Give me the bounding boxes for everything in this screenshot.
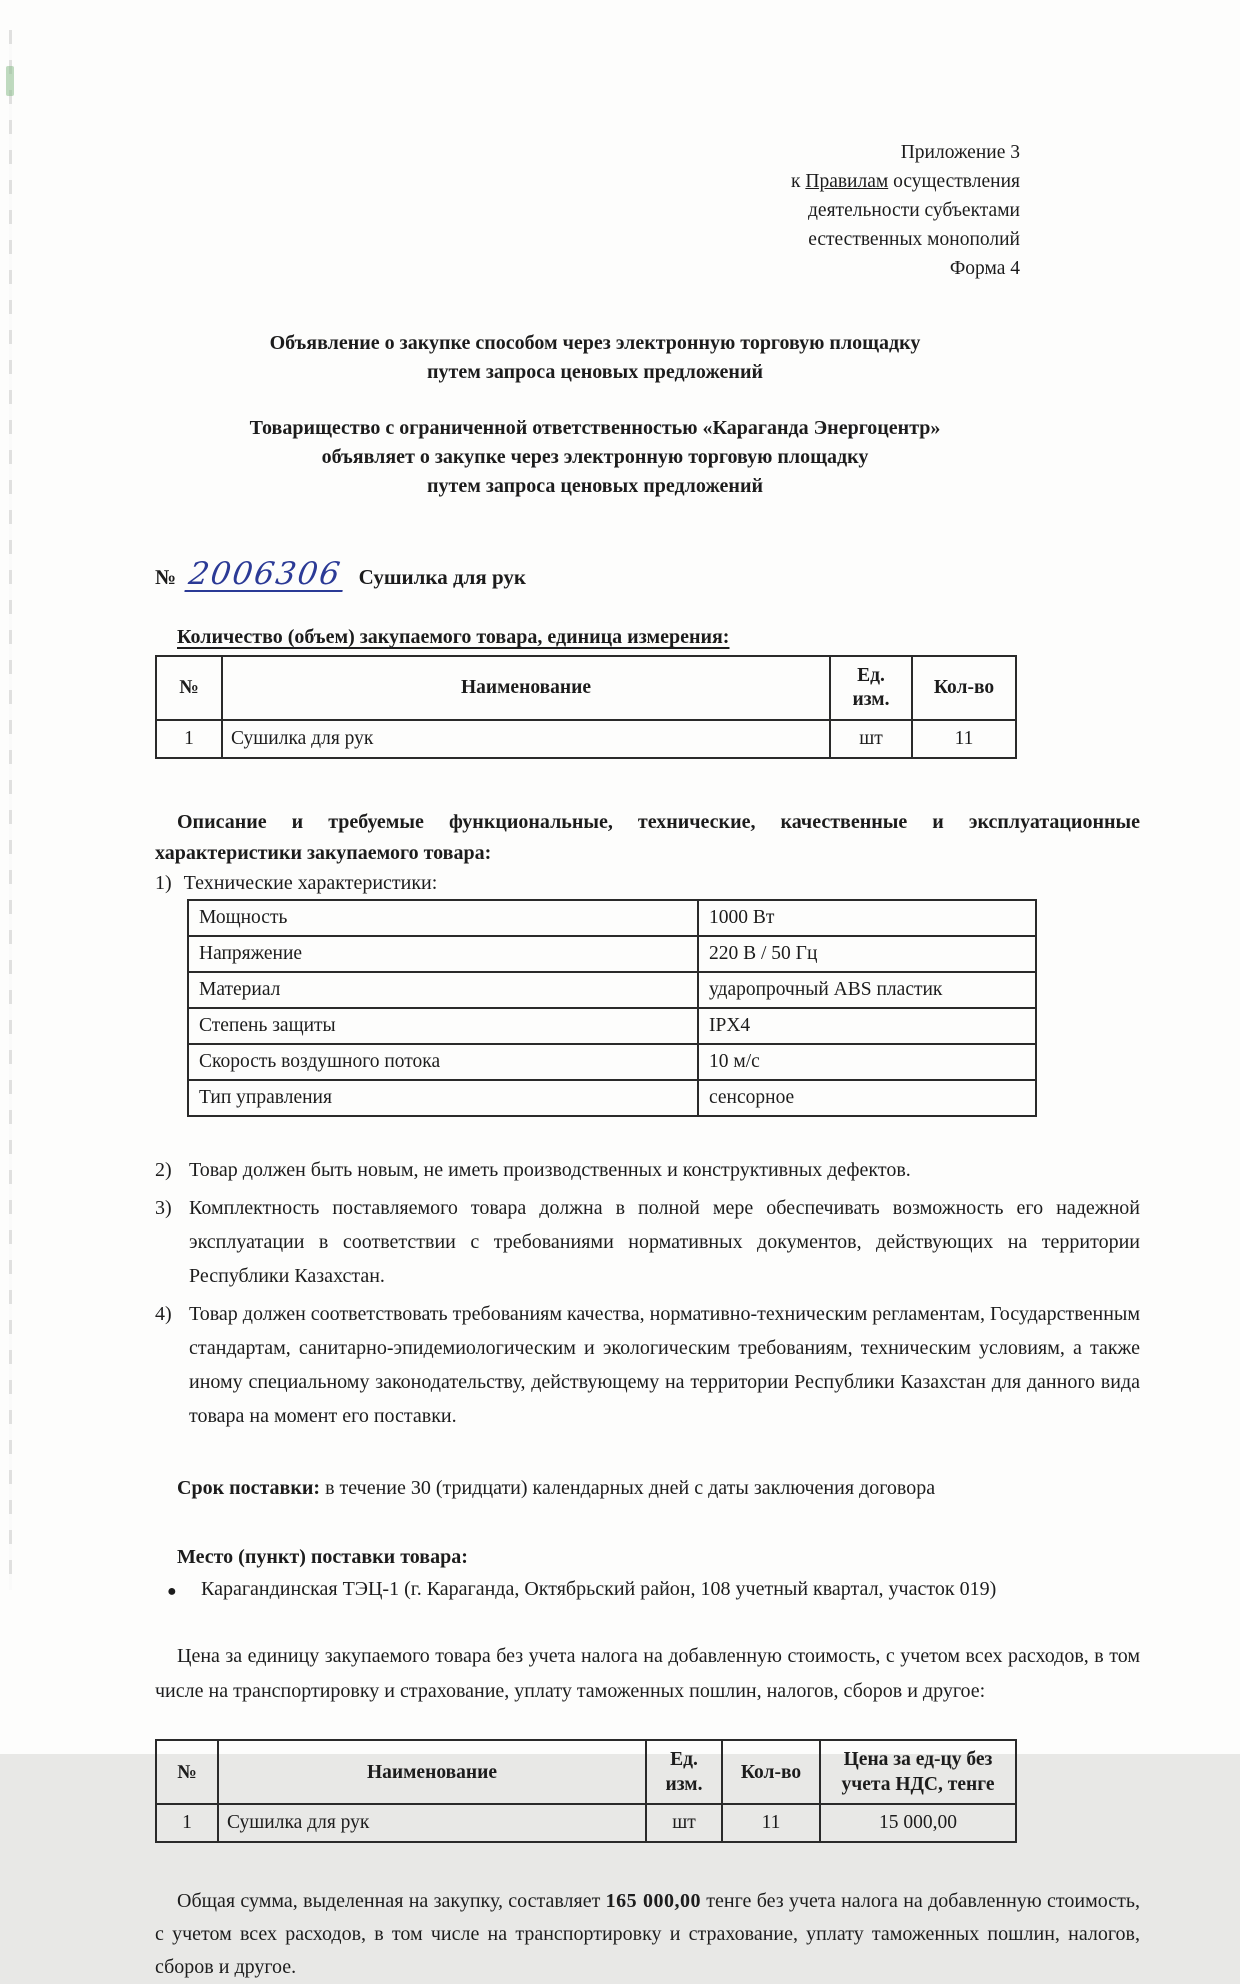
table-row xyxy=(156,1804,1016,1842)
item-1-label: 1) xyxy=(155,872,172,894)
spec-value: 220 В / 50 Гц xyxy=(698,936,1036,972)
annex-line2-suffix: осуществления xyxy=(888,171,1020,192)
annex-line xyxy=(155,167,1020,196)
tech-characteristics-line xyxy=(155,872,1140,895)
subtitle-line-2: объявляет о закупке через электронную торговую площадку xyxy=(321,446,869,468)
total-part2: тенге без учета налога на добавленную стоимость, с учетом всех расходов, в том числе на транспортировку и страхование, уплату таможенных пошлин, налогов, сборов и другое. xyxy=(155,1890,1140,1978)
table-row xyxy=(156,720,1016,758)
handwritten-lot-number: 2006306 xyxy=(185,559,348,592)
list-item xyxy=(155,1153,1140,1187)
announcement-title xyxy=(155,329,1035,387)
lot-number-line xyxy=(155,556,1140,592)
subtitle-line-1: Товарищество с ограниченной ответственностью «Караганда Энергоцентр» xyxy=(249,417,941,439)
cell-name: Сушилка для рук xyxy=(218,1804,646,1842)
quantity-table-header-row xyxy=(156,656,1016,720)
col-header-num: № xyxy=(156,656,222,720)
cell-qty: 11 xyxy=(722,1804,820,1842)
requirements-list xyxy=(155,1153,1140,1433)
col-header-num: № xyxy=(156,1740,218,1804)
spec-name: Материал xyxy=(188,972,698,1008)
cell-qty: 11 xyxy=(912,720,1016,758)
spec-name: Скорость воздушного потока xyxy=(188,1044,698,1080)
total-sum-paragraph xyxy=(155,1885,1140,1984)
item-text: Товар должен быть новым, не иметь производственных и конструктивных дефектов. xyxy=(189,1159,911,1181)
item-text: Товар должен соответствовать требованиям качества, нормативно-техническим регламентам, Государственным стандартам, санитарно-эпидемиологическим и экологическим требованиям, техническим условиям, а также иному специальному законодательству, действующему на территории Республики Казахстан для данного вида товара на момент его поставки. xyxy=(189,1303,1140,1427)
spec-name: Степень защиты xyxy=(188,1008,698,1044)
list-item xyxy=(155,1191,1140,1293)
list-item xyxy=(155,1297,1140,1433)
spec-row xyxy=(188,1080,1036,1116)
total-amount: 165 000,00 xyxy=(605,1890,701,1912)
bullet-marker: ● xyxy=(167,1583,177,1600)
annex-form-number: Форма 4 xyxy=(949,258,1020,279)
title-line-1: Объявление о закупке способом через электронную торговую площадку xyxy=(269,332,921,354)
description-section-heading: Описание и требуемые функциональные, технические, качественные и эксплуатационные характеристики закупаемого товара: xyxy=(155,811,1140,864)
annex-line2-prefix: к xyxy=(791,171,806,192)
delivery-place-text: Карагандинская ТЭЦ-1 (г. Караганда, Октябрьский район, 108 учетный квартал, участок 019) xyxy=(201,1578,997,1600)
annex-line: деятельности субъектами xyxy=(808,200,1020,221)
number-sign: № xyxy=(155,565,177,589)
annex-reference-block xyxy=(155,138,1140,283)
item-1-text: Технические характеристики: xyxy=(183,872,438,894)
col-header-qty: Кол-во xyxy=(912,656,1016,720)
delivery-term-label: Срок поставки: xyxy=(177,1477,321,1499)
spec-value: сенсорное xyxy=(698,1080,1036,1116)
delivery-term-line xyxy=(155,1477,1137,1500)
spec-value: 10 м/с xyxy=(698,1044,1036,1080)
spec-row xyxy=(188,1044,1036,1080)
cell-unit: шт xyxy=(646,1804,722,1842)
spec-name: Напряжение xyxy=(188,936,698,972)
annex-line: Приложение 3 xyxy=(900,142,1020,163)
price-intro-paragraph: Цена за единицу закупаемого товара без учета налога на добавленную стоимость, с учетом всех расходов, в том числе на транспортировку и страхование, уплату таможенных пошлин, налогов, сборов и другое: xyxy=(155,1645,1140,1702)
spec-value: IPX4 xyxy=(698,1008,1036,1044)
col-header-unit: Ед. изм. xyxy=(646,1740,722,1804)
quantity-section-heading: Количество (объем) закупаемого товара, единица измерения: xyxy=(177,626,730,648)
quantity-table xyxy=(155,655,1017,759)
spec-name: Мощность xyxy=(188,900,698,936)
col-header-name: Наименование xyxy=(218,1740,646,1804)
col-header-qty: Кол-во xyxy=(722,1740,820,1804)
delivery-term-text: в течение 30 (тридцати) календарных дней с даты заключения договора xyxy=(320,1477,936,1499)
col-header-unit: Ед. изм. xyxy=(830,656,912,720)
col-header-name: Наименование xyxy=(222,656,830,720)
cell-unit: шт xyxy=(830,720,912,758)
spec-row xyxy=(188,972,1036,1008)
delivery-place-heading: Место (пункт) поставки товара: xyxy=(177,1546,468,1568)
cell-price: 15 000,00 xyxy=(820,1804,1016,1842)
annex-rules-underlined: Правилам xyxy=(805,171,889,192)
price-table-header-row xyxy=(156,1740,1016,1804)
spec-name: Тип управления xyxy=(188,1080,698,1116)
item-text: Комплектность поставляемого товара должна в полной мере обеспечивать возможность его надежной эксплуатации в соответствии с требованиями нормативных документов, действующих на территории Республики Казахстан. xyxy=(189,1197,1140,1287)
tech-spec-table xyxy=(187,899,1037,1117)
col-header-price: Цена за ед-цу без учета НДС, тенге xyxy=(820,1740,1016,1804)
title-line-2: путем запроса ценовых предложений xyxy=(426,361,763,383)
spec-value: 1000 Вт xyxy=(698,900,1036,936)
spec-row xyxy=(188,900,1036,936)
spec-row xyxy=(188,936,1036,972)
lot-name: Сушилка для рук xyxy=(358,565,526,589)
annex-line: естественных монополий xyxy=(808,229,1020,250)
cell-num: 1 xyxy=(156,720,222,758)
cell-name: Сушилка для рук xyxy=(222,720,830,758)
company-subtitle xyxy=(155,414,1035,501)
spec-value: ударопрочный ABS пластик xyxy=(698,972,1036,1008)
subtitle-line-3: путем запроса ценовых предложений xyxy=(426,475,763,497)
item-label: 2) xyxy=(155,1159,172,1181)
item-label: 4) xyxy=(155,1303,172,1325)
delivery-place-item xyxy=(155,1578,1140,1605)
price-table xyxy=(155,1739,1017,1843)
cell-num: 1 xyxy=(156,1804,218,1842)
item-label: 3) xyxy=(155,1197,172,1219)
spec-row xyxy=(188,1008,1036,1044)
total-part1: Общая сумма, выделенная на закупку, составляет xyxy=(177,1890,606,1912)
